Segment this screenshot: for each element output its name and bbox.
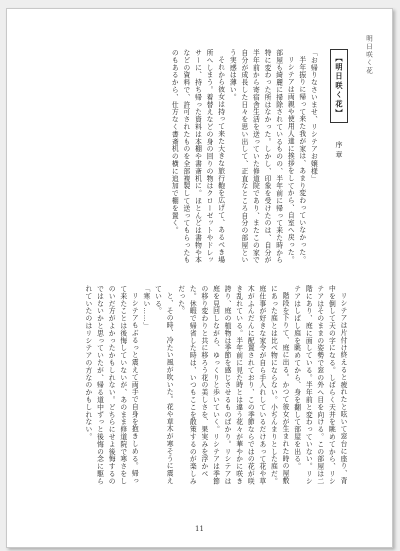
- section-heading: 序章: [335, 141, 343, 162]
- lower-text-block: [48, 285, 348, 491]
- page-number: 11: [195, 525, 204, 533]
- document-title-line: [318, 49, 348, 267]
- paragraph: それから彼女は持って来た大きな旅行鞄を広げて、あるべき場所へしまう。着替えなどの身の回りの物はクローゼットやドレッサーに、持ち帰った資料は本棚や書斎机に。ほとんどは書物や本などの資料で、許可されたものを全部複製して送ってもらったものもあるから、仕方なく書斎机の横に追加で棚を置く。: [170, 49, 225, 264]
- upper-text-block: [48, 49, 348, 267]
- document-page: [6, 8, 393, 548]
- dialogue-line: 「お帰りなさいませ、リシテアお嬢様」: [309, 49, 318, 183]
- running-head: 明日咲く花: [365, 35, 373, 75]
- paragraph: リシテアは両親や使用人達に挨拶をしてから、自室へ戻った。部屋も綺麗に掃除されているものの、半年前に帰って来た時から特に変わった所はなかった。しかし、印象を受けたのは、自分が半年前から寄宿舎生活を送っていた修道院であり、またこの家で自分が成長した日々を思い出して、正直なところ自分の部屋という実感は薄い。: [228, 49, 295, 264]
- paragraph: 半年振りに帰って来た我が家は、あまり変わっていなかった。: [297, 55, 306, 263]
- paragraph: 階段を下りて、庭に出る。かつて彼女が生まれた時の屋敷にあった庭とは比べ物にならない。小ぢんまりとした庭だ。庭仕事が好きな家令が自ら手入れしているだけあって花や草木がふんだんに配置されており、この季節ならではの花が咲き乱れている。半年前に見た時とは違う花々が華やかに咲き誇り、庭の植物は季節を感じさせるものばかり。リシテアは庭を見回しながら、ゆっくりと歩いていく。リシテアは季節の移り変わりと共に移ろう花の美しさを、果実みを浮かべた。休暇で帰省した時は、いつもここを散策するのが楽しみだった。: [176, 285, 290, 485]
- dialogue-line: 「寒い……」: [141, 285, 150, 330]
- paragraph: リシテアは片付け終えると疲れたと呟いて窓台に座り、背中を倒して天の字になる。しばらく天井を眺めてから、リシテアはそのままの姿勢で窓の外へ目を向ける。この部屋は二階にあり、庭に面している。半年前と変わっていない。リシテアはしばし庭を眺めてから、身を翻して部屋を出る。: [292, 285, 347, 485]
- paragraph: と、その時、冷たい風が吹いた。花や草木が寒そうに震えている。: [153, 285, 174, 485]
- paragraph: リシテアもぶるっと震えて両手で自身を抱きしめる。帰って来たことは後悔していないが、あのまま修道院で寒さをしのいだ方がよかったかもしれない。どちらにせよ後悔するのではないかと思っていたが、帰る道中ずっと後悔の念に駆られていたのはリシテアの方なのかもしれない。: [83, 285, 139, 485]
- document-title: 【明日咲く花】: [330, 49, 348, 123]
